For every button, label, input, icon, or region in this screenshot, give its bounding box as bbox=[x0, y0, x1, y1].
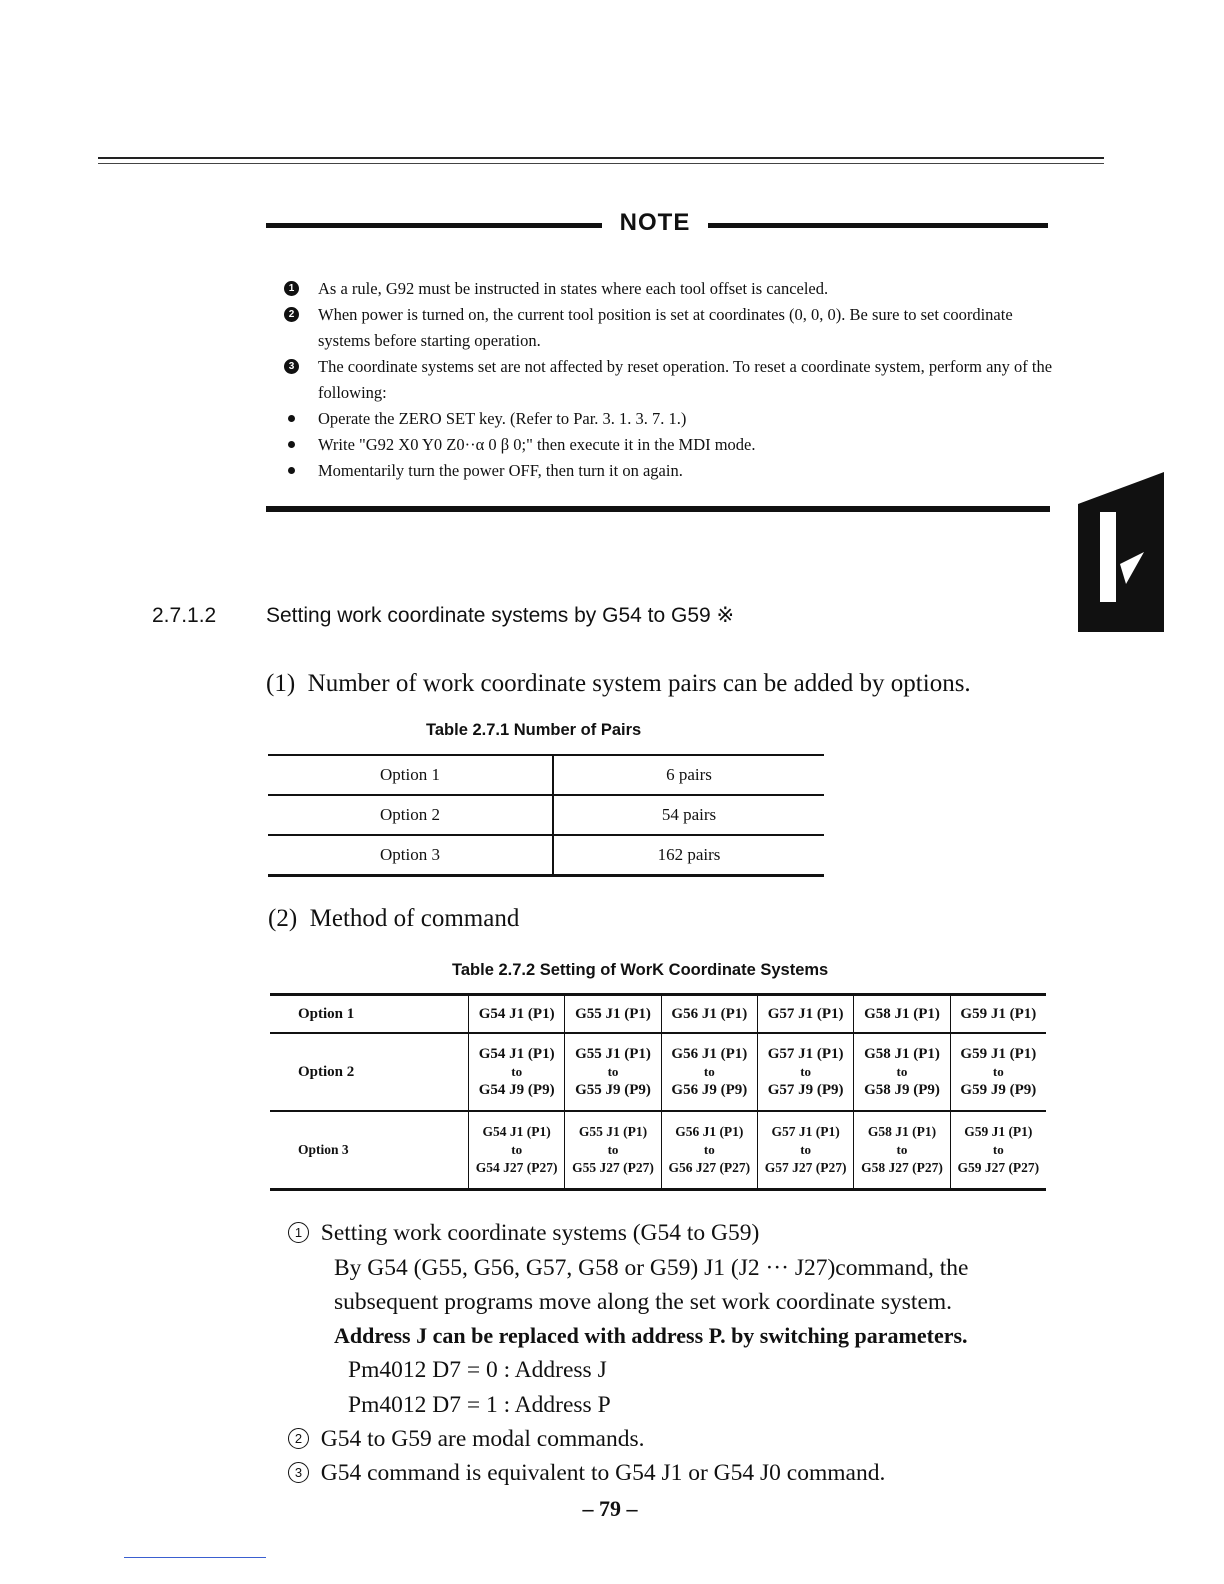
explanation-title: Setting work coordinate systems (G54 to G59) bbox=[320, 1220, 760, 1246]
table-cell: 54 pairs bbox=[661, 805, 717, 824]
note-item bbox=[282, 302, 1062, 354]
explanation-item-2 bbox=[288, 1422, 644, 1456]
section-title: Setting work coordinate systems by G54 to G59 ※ bbox=[266, 604, 735, 627]
note-item bbox=[282, 354, 1062, 406]
table-row bbox=[268, 755, 824, 795]
range-to-label: to bbox=[511, 1142, 523, 1157]
table-cell bbox=[854, 1033, 950, 1111]
subheading-text: Method of command bbox=[309, 905, 520, 932]
explanation-line: By G54 (G55, G56, G57, G58 or G59) J1 (J2 ··· J27)command, the bbox=[334, 1255, 969, 1281]
table-row bbox=[270, 1111, 1046, 1190]
table-cell bbox=[757, 1033, 853, 1111]
note-text: Operate the ZERO SET key. (Refer to Par. 3. 1. 3. 7. 1.) bbox=[318, 409, 687, 428]
table-cell: G56 J1 (P1) bbox=[661, 995, 757, 1034]
table-cell: G55 J1 (P1) bbox=[565, 995, 661, 1034]
range-start: G55 J1 (P1) bbox=[575, 1046, 651, 1062]
subheading-text: Number of work coordinate system pairs can be added by options. bbox=[307, 670, 971, 697]
table-cell bbox=[469, 1111, 565, 1190]
chapter-tab-icon bbox=[1078, 472, 1164, 632]
subheading-1 bbox=[266, 670, 971, 698]
circled-number-icon: 3 bbox=[284, 359, 299, 374]
parameter-line: Pm4012 D7 = 0 : Address J bbox=[348, 1357, 607, 1383]
circled-number-icon: 1 bbox=[284, 281, 299, 296]
coordinate-systems-table bbox=[270, 993, 1046, 1191]
top-rule-thin bbox=[98, 163, 1104, 164]
footer-rule bbox=[124, 1557, 266, 1558]
note-list bbox=[282, 276, 1062, 484]
note-text: Momentarily turn the power OFF, then turn it on again. bbox=[318, 461, 683, 480]
range-start: G57 J1 (P1) bbox=[767, 1046, 844, 1062]
range-to-label: to bbox=[992, 1064, 1004, 1079]
range-end: G58 J9 (P9) bbox=[864, 1082, 940, 1098]
table-row bbox=[268, 795, 824, 835]
subheading-number: (1) bbox=[266, 670, 296, 697]
range-to-label: to bbox=[992, 1142, 1004, 1157]
circled-number-icon: 1 bbox=[288, 1222, 309, 1243]
range-start: G55 J1 (P1) bbox=[578, 1124, 648, 1139]
range-to-label: to bbox=[896, 1142, 908, 1157]
range-to-label: to bbox=[800, 1142, 812, 1157]
subheading-number: (2) bbox=[268, 905, 298, 932]
range-start: G54 J1 (P1) bbox=[478, 1046, 555, 1062]
subheading-2 bbox=[268, 905, 519, 933]
range-end: G56 J9 (P9) bbox=[671, 1082, 748, 1098]
range-end: G55 J9 (P9) bbox=[575, 1082, 651, 1098]
range-end: G59 J9 (P9) bbox=[960, 1082, 1037, 1098]
page-number: – 79 – bbox=[582, 1496, 638, 1521]
table-cell: Option 2 bbox=[268, 795, 553, 835]
pairs-table bbox=[268, 754, 824, 877]
note-item bbox=[282, 432, 1062, 458]
table-cell bbox=[854, 1111, 950, 1190]
range-start: G56 J1 (P1) bbox=[671, 1046, 748, 1062]
note-bottom-bar bbox=[266, 506, 1050, 512]
top-rule bbox=[98, 157, 1104, 159]
range-to-label: to bbox=[703, 1142, 715, 1157]
note-text: As a rule, G92 must be instructed in states where each tool offset is canceled. bbox=[318, 279, 829, 298]
range-end: G56 J27 (P27) bbox=[668, 1160, 751, 1175]
range-end: G55 J27 (P27) bbox=[572, 1160, 654, 1175]
range-end: G54 J27 (P27) bbox=[475, 1160, 558, 1175]
note-bar-right bbox=[708, 223, 1048, 228]
table-cell bbox=[661, 1111, 757, 1190]
range-end: G59 J27 (P27) bbox=[957, 1160, 1040, 1175]
table-cell bbox=[757, 1111, 853, 1190]
note-text: Write "G92 X0 Y0 Z0··α 0 β 0;" then execute it in the MDI mode. bbox=[318, 435, 756, 454]
range-start: G59 J1 (P1) bbox=[964, 1124, 1033, 1139]
table-cell-option: Option 3 bbox=[298, 1142, 349, 1157]
table-cell bbox=[661, 1033, 757, 1111]
table-cell: G59 J1 (P1) bbox=[950, 995, 1046, 1034]
range-to-label: to bbox=[607, 1064, 619, 1079]
table-row bbox=[268, 835, 824, 876]
range-start: G58 J1 (P1) bbox=[867, 1124, 937, 1139]
bullet-icon bbox=[288, 415, 295, 422]
circled-number-icon: 2 bbox=[284, 307, 299, 322]
table1-caption: Table 2.7.1 Number of Pairs bbox=[426, 721, 642, 739]
explanation-item-3 bbox=[288, 1456, 885, 1490]
range-to-label: to bbox=[800, 1064, 812, 1079]
table-cell: G54 J1 (P1) bbox=[469, 995, 565, 1034]
range-start: G58 J1 (P1) bbox=[864, 1046, 940, 1062]
circled-number-icon: 2 bbox=[288, 1428, 309, 1449]
section-number: 2.7.1.2 bbox=[152, 604, 217, 627]
explanation-line: Address J can be replaced with address P. by switching parameters. bbox=[334, 1323, 968, 1348]
bullet-icon bbox=[288, 467, 295, 474]
explanation-item-1 bbox=[288, 1216, 759, 1250]
table-row bbox=[270, 1033, 1046, 1111]
range-to-label: to bbox=[511, 1064, 523, 1079]
table-cell: G57 J1 (P1) bbox=[757, 995, 853, 1034]
note-item bbox=[282, 406, 1062, 432]
range-start: G59 J1 (P1) bbox=[960, 1046, 1037, 1062]
table-cell: G58 J1 (P1) bbox=[854, 995, 950, 1034]
note-text: When power is turned on, the current tool position is set at coordinates (0, 0, 0). Be sure to set coordinate systems before starting operation. bbox=[318, 305, 1013, 350]
table-cell bbox=[950, 1033, 1046, 1111]
table-cell-option: Option 1 bbox=[298, 1006, 355, 1022]
table2-caption: Table 2.7.2 Setting of WorK Coordinate Systems bbox=[452, 961, 829, 979]
table-row bbox=[270, 995, 1046, 1034]
table-cell: 162 pairs bbox=[657, 845, 721, 864]
bullet-icon bbox=[288, 441, 295, 448]
range-start: G54 J1 (P1) bbox=[482, 1124, 551, 1139]
explanation-text: G54 to G59 are modal commands. bbox=[320, 1426, 645, 1452]
table-cell-option: Option 2 bbox=[298, 1064, 355, 1080]
parameter-line: Pm4012 D7 = 1 : Address P bbox=[348, 1392, 611, 1418]
table-cell: Option 3 bbox=[268, 835, 553, 876]
range-to-label: to bbox=[896, 1064, 908, 1079]
table-cell bbox=[565, 1111, 661, 1190]
note-title: NOTE bbox=[619, 209, 691, 236]
range-end: G54 J9 (P9) bbox=[478, 1082, 555, 1098]
explanation-text: G54 command is equivalent to G54 J1 or G54 J0 command. bbox=[320, 1460, 886, 1486]
table-cell bbox=[565, 1033, 661, 1111]
range-to-label: to bbox=[607, 1142, 619, 1157]
table-cell: Option 1 bbox=[268, 755, 553, 795]
table-cell bbox=[950, 1111, 1046, 1190]
circled-number-icon: 3 bbox=[288, 1462, 309, 1483]
note-item bbox=[282, 458, 1062, 484]
range-start: G56 J1 (P1) bbox=[675, 1124, 744, 1139]
range-to-label: to bbox=[703, 1064, 715, 1079]
range-start: G57 J1 (P1) bbox=[771, 1124, 840, 1139]
table-cell bbox=[469, 1033, 565, 1111]
note-item bbox=[282, 276, 1062, 302]
range-end: G57 J27 (P27) bbox=[764, 1160, 847, 1175]
range-end: G58 J27 (P27) bbox=[861, 1160, 943, 1175]
table-cell: 6 pairs bbox=[666, 765, 712, 784]
range-end: G57 J9 (P9) bbox=[767, 1082, 844, 1098]
explanation-line: subsequent programs move along the set work coordinate system. bbox=[334, 1289, 953, 1315]
note-bar-left bbox=[266, 223, 602, 228]
note-text: The coordinate systems set are not affected by reset operation. To reset a coordinate system, perform any of the following: bbox=[318, 357, 1053, 402]
